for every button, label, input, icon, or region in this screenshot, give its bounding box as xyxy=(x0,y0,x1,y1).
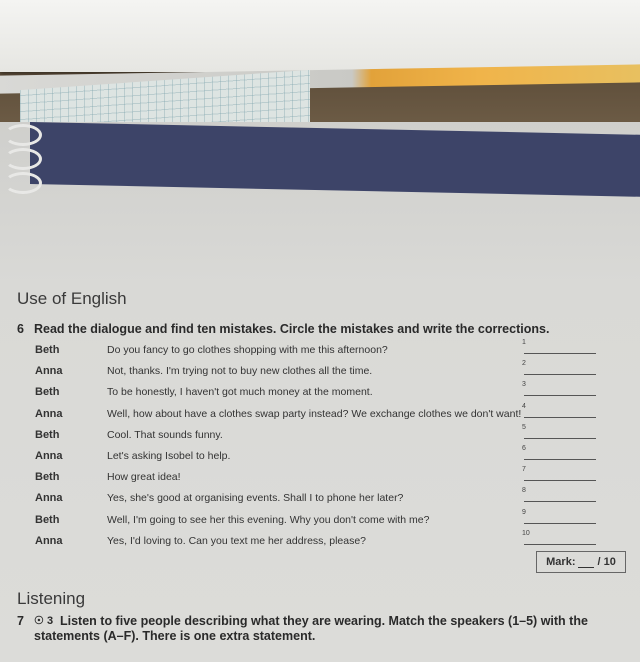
dialogue-text[interactable]: Not, thanks. I'm trying not to buy new clothes all the time. xyxy=(107,365,373,377)
dialogue-text[interactable]: Yes, I'd loving to. Can you text me her address, please? xyxy=(107,535,367,547)
answer-number: 5 xyxy=(522,424,526,431)
answer-line[interactable] xyxy=(524,480,596,481)
audio-track xyxy=(34,614,53,627)
answer-number: 4 xyxy=(522,403,526,410)
speaker-name: Anna xyxy=(35,365,63,377)
dialogue-line xyxy=(0,487,640,512)
section-heading-listening: Listening xyxy=(17,589,86,608)
section-heading-use-of-english: Use of English xyxy=(17,289,127,308)
answer-line[interactable] xyxy=(524,417,596,418)
answer-line[interactable] xyxy=(524,353,596,354)
answer-line[interactable] xyxy=(524,374,596,375)
answer-line[interactable] xyxy=(524,459,596,460)
speaker-name: Beth xyxy=(35,429,60,441)
listening-instruction-line1: Listen to five people describing what they are wearing. Match the speakers (1–5) with the xyxy=(60,614,588,628)
mark-total: / 10 xyxy=(597,556,616,568)
dialogue-line xyxy=(0,381,640,406)
dialogue-text[interactable]: Well, how about have a clothes swap party instead? We exchange clothes we don't want! xyxy=(107,408,522,420)
speaker-name: Beth xyxy=(35,514,60,526)
speaker-name: Beth xyxy=(35,344,60,356)
dialogue-line xyxy=(0,466,640,491)
answer-number: 6 xyxy=(522,445,526,452)
dialogue-line xyxy=(0,509,640,534)
dialogue-text[interactable]: Well, I'm going to see her this evening. Why you don't come with me? xyxy=(107,514,430,526)
dialogue-text[interactable]: Do you fancy to go clothes shopping with me this afternoon? xyxy=(107,344,388,356)
speaker-name: Beth xyxy=(35,471,60,483)
listening-instruction-line2: statements (A–F). There is one extra statement. xyxy=(34,629,316,643)
track-number: 3 xyxy=(46,615,54,627)
dialogue-line xyxy=(0,403,640,428)
answer-number: 10 xyxy=(522,530,530,537)
answer-number: 7 xyxy=(522,466,526,473)
answer-number: 3 xyxy=(522,381,526,388)
exercise-number: 6 xyxy=(17,322,24,336)
answer-line[interactable] xyxy=(524,395,596,396)
exercise-instruction: Read the dialogue and find ten mistakes. Circle the mistakes and write the corrections. xyxy=(34,322,550,336)
dialogue-line xyxy=(0,424,640,449)
answer-number: 9 xyxy=(522,509,526,516)
speaker-name: Beth xyxy=(35,386,60,398)
mark-score-blank[interactable] xyxy=(578,557,594,568)
dialogue-text[interactable]: Yes, she's good at organising events. Shall I to phone her later? xyxy=(107,492,404,504)
dialogue-text[interactable]: Let's asking Isobel to help. xyxy=(107,450,231,462)
dialogue-line xyxy=(0,445,640,470)
answer-line[interactable] xyxy=(524,501,596,502)
mark-box xyxy=(536,551,626,573)
answer-number: 1 xyxy=(522,339,526,346)
dialogue-text[interactable]: Cool. That sounds funny. xyxy=(107,429,223,441)
dialogue-line xyxy=(0,360,640,385)
answer-number: 8 xyxy=(522,487,526,494)
speaker-name: Anna xyxy=(35,450,63,462)
speaker-name: Anna xyxy=(35,408,63,420)
answer-number: 2 xyxy=(522,360,526,367)
answer-line[interactable] xyxy=(524,523,596,524)
mark-label: Mark: xyxy=(546,556,576,568)
answer-line[interactable] xyxy=(524,544,596,545)
audio-icon: ☉ xyxy=(34,615,44,627)
listening-exercise-number: 7 xyxy=(17,614,24,628)
dialogue-text[interactable]: To be honestly, I haven't got much money at the moment. xyxy=(107,386,373,398)
dialogue-line xyxy=(0,339,640,364)
dialogue-text[interactable]: How great idea! xyxy=(107,471,181,483)
speaker-name: Anna xyxy=(35,535,63,547)
speaker-name: Anna xyxy=(35,492,63,504)
answer-line[interactable] xyxy=(524,438,596,439)
